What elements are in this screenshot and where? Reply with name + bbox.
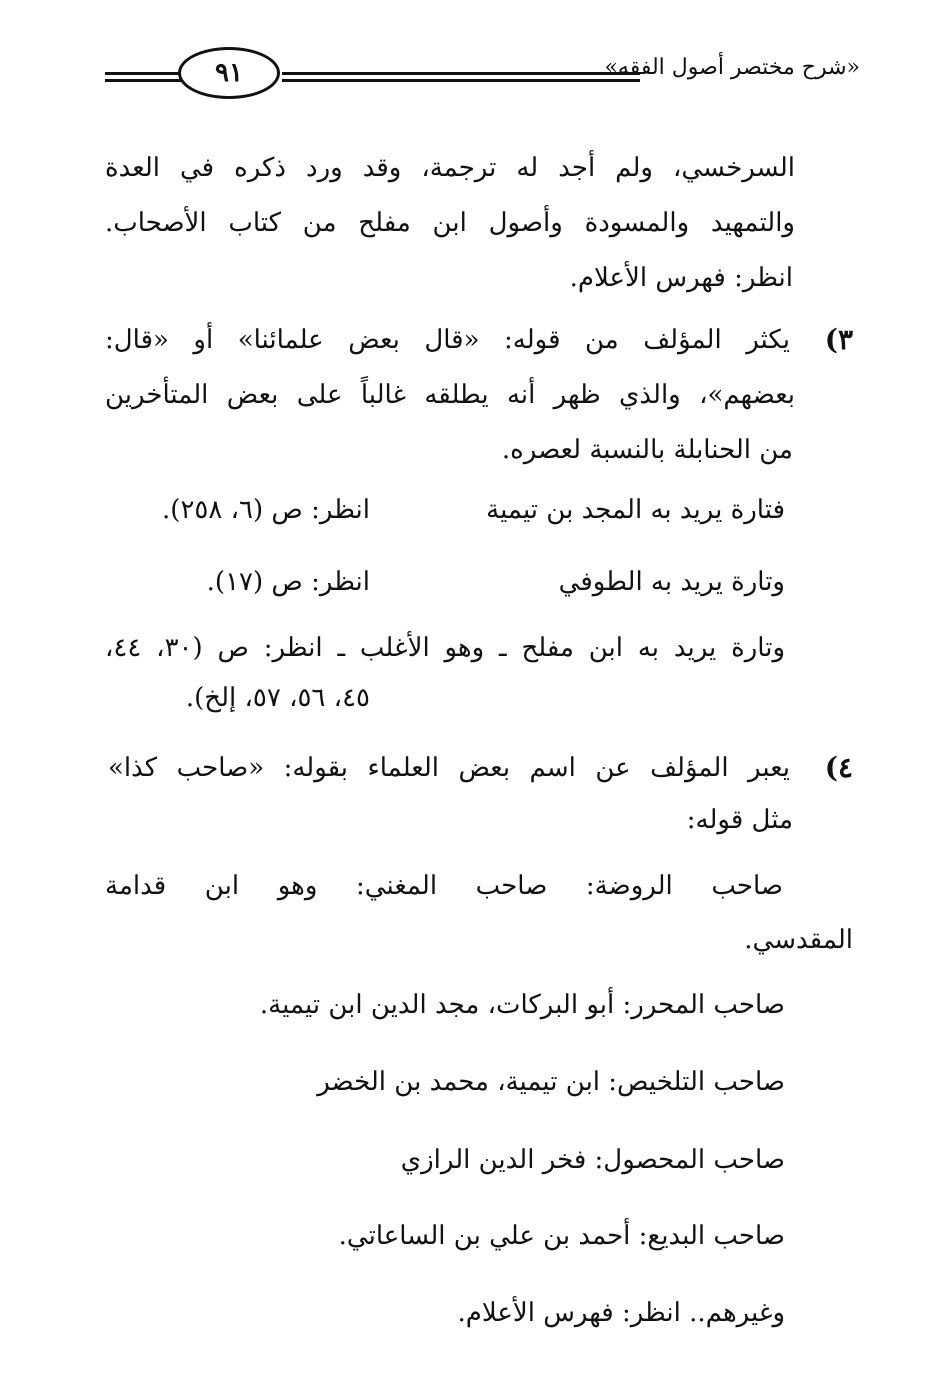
- reference-page: انظر: ص (١٧).: [206, 567, 370, 597]
- definition-line: صاحب الروضة: صاحب المغني: وهو ابن قدامة: [105, 871, 783, 901]
- item-line: مثل قوله:: [686, 805, 793, 835]
- definition-entry: وغيرهم.. انظر: فهرس الأعلام.: [457, 1298, 785, 1328]
- definition-entry: صاحب التلخيص: ابن تيمية، محمد بن الخضر: [317, 1067, 785, 1097]
- definition-entry: صاحب البديع: أحمد بن علي بن الساعاتي.: [338, 1221, 785, 1251]
- paragraph-line: انظر: فهرس الأعلام.: [569, 263, 793, 293]
- item-line: يكثر المؤلف من قوله: «قال بعض علمائنا» أو «قال:: [105, 325, 790, 355]
- item-line: يعبر المؤلف عن اسم بعض العلماء بقوله: «صاحب كذا»: [108, 753, 790, 783]
- page-number: ٩١: [178, 47, 280, 99]
- definition-line: المقدسي.: [744, 925, 853, 955]
- paragraph-line: السرخسي، ولم أجد له ترجمة، وقد ورد ذكره في العدة: [105, 153, 795, 183]
- item-line: بعضهم»، والذي ظهر أنه يطلقه غالباً على بعض المتأخرين: [105, 380, 795, 410]
- item-number: ٤): [824, 751, 853, 784]
- running-title: «شرح مختصر أصول الفقه»: [604, 55, 860, 80]
- reference-label: وتارة يريد به الطوفي: [558, 567, 785, 597]
- definition-entry: صاحب المحرر: أبو البركات، مجد الدين ابن تيمية.: [259, 990, 785, 1020]
- header-rule-right: [282, 72, 640, 82]
- reference-label: فتارة يريد به المجد بن تيمية: [486, 495, 785, 525]
- reference-line: ٤٥، ٥٦، ٥٧، إلخ).: [185, 683, 370, 713]
- item-number: ٣): [824, 323, 853, 356]
- reference-page: انظر: ص (٦، ٢٥٨).: [162, 495, 370, 525]
- paragraph-line: والتمهيد والمسودة وأصول ابن مفلح من كتاب الأصحاب.: [105, 208, 795, 238]
- reference-line: وتارة يريد به ابن مفلح ـ وهو الأغلب ـ انظر: ص (٣٠، ٤٤،: [105, 633, 785, 663]
- header-rule-left: [105, 72, 185, 82]
- item-line: من الحنابلة بالنسبة لعصره.: [501, 435, 793, 465]
- definition-entry: صاحب المحصول: فخر الدين الرازي: [400, 1145, 785, 1175]
